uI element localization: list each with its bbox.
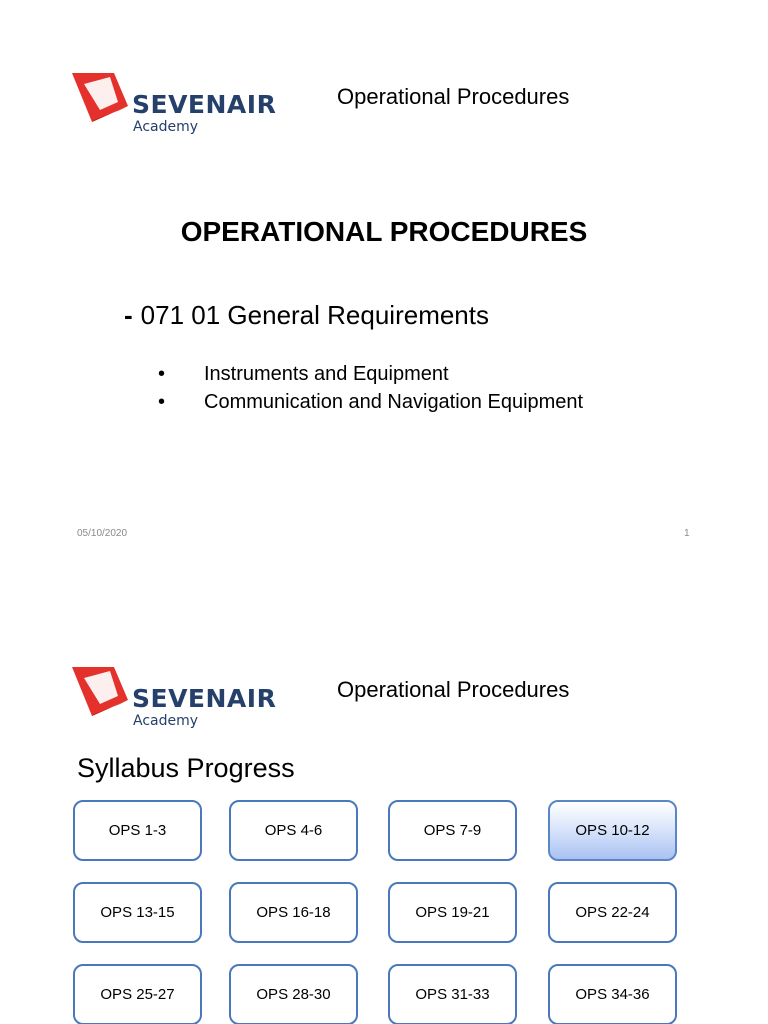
bullet-text: Instruments and Equipment (204, 363, 449, 385)
slide-title: OPERATIONAL PROCEDURES (180, 216, 588, 247)
slide-header-title: Operational Procedures (337, 84, 570, 109)
sevenair-logo (70, 72, 275, 142)
section-dash: - (124, 300, 133, 330)
slide-header-title: Operational Procedures (337, 677, 570, 702)
ops-box[interactable]: OPS 25-27 (73, 964, 202, 1024)
logo-tail-icon (70, 72, 132, 124)
ops-box[interactable]: OPS 19-21 (388, 882, 517, 943)
sevenair-logo (70, 666, 275, 736)
footer-date: 05/10/2020 (77, 528, 128, 539)
bullet-list (158, 360, 583, 416)
logo-wordmark: SEVENAIR (132, 90, 277, 119)
logo-wordmark: SEVENAIR (132, 684, 277, 713)
footer-page-number: 1 (684, 528, 690, 539)
logo-tail-icon (70, 666, 132, 718)
slide-2 (0, 590, 768, 1024)
bullet-marker: • (158, 363, 166, 385)
ops-box[interactable]: OPS 13-15 (73, 882, 202, 943)
bullet-item (158, 360, 583, 388)
ops-box[interactable]: OPS 34-36 (548, 964, 677, 1024)
logo-subtitle: Academy (133, 713, 199, 729)
bullet-item (158, 388, 583, 416)
ops-grid (73, 800, 677, 1024)
ops-box[interactable]: OPS 4-6 (229, 800, 358, 861)
ops-box[interactable]: OPS 31-33 (388, 964, 517, 1024)
ops-box[interactable]: OPS 1-3 (73, 800, 202, 861)
section-text: 071 01 General Requirements (140, 300, 489, 330)
logo-subtitle: Academy (133, 119, 199, 135)
bullet-marker: • (158, 391, 166, 413)
ops-box-current[interactable]: OPS 10-12 (548, 800, 677, 861)
ops-box[interactable]: OPS 28-30 (229, 964, 358, 1024)
ops-box[interactable]: OPS 22-24 (548, 882, 677, 943)
syllabus-title: Syllabus Progress (77, 753, 295, 783)
bullet-text: Communication and Navigation Equipment (204, 391, 584, 413)
section-heading (124, 300, 489, 331)
ops-box[interactable]: OPS 16-18 (229, 882, 358, 943)
ops-box[interactable]: OPS 7-9 (388, 800, 517, 861)
